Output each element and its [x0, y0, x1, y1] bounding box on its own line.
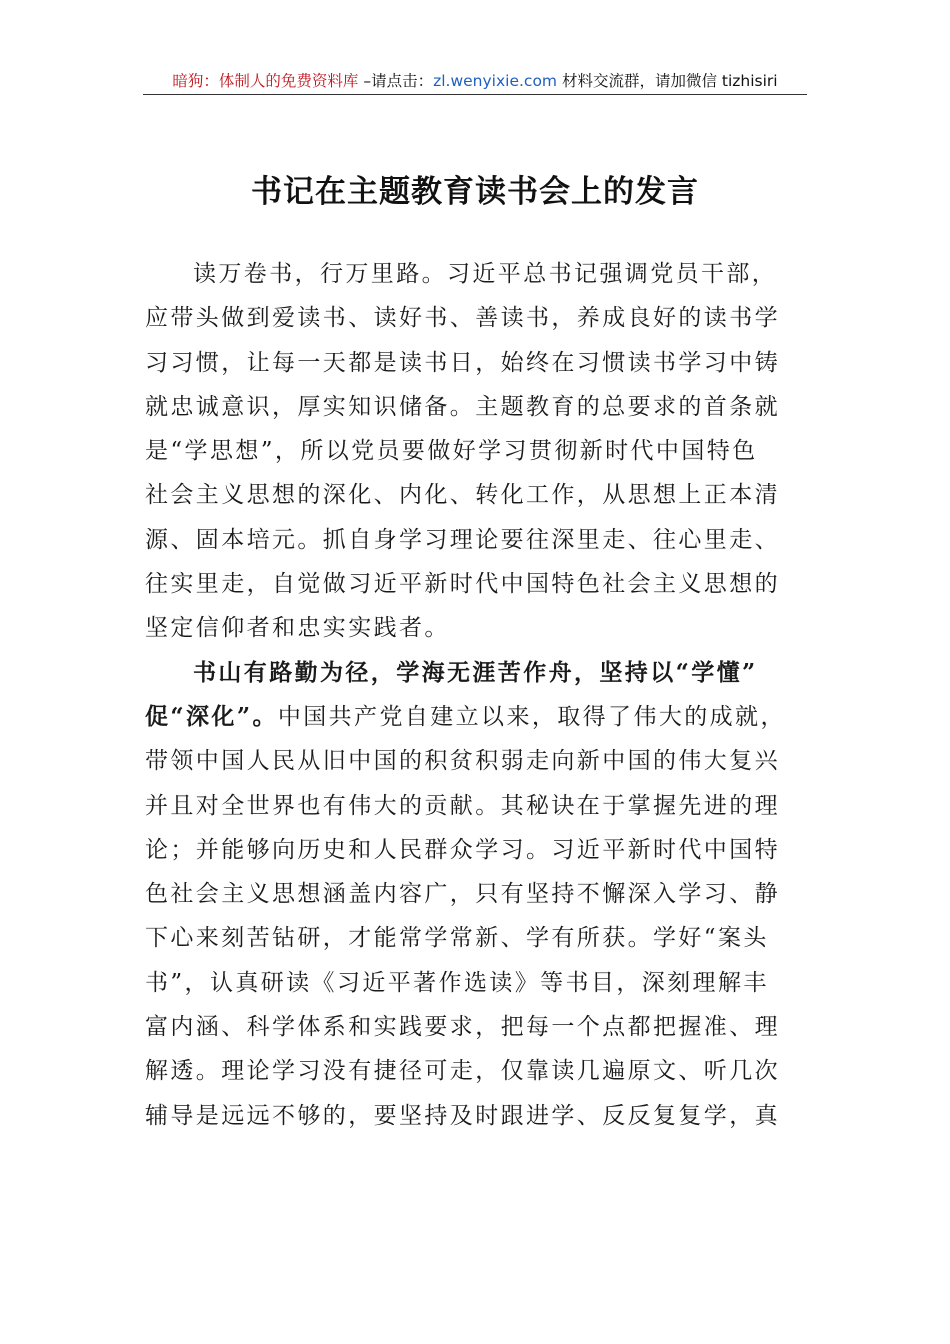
section-heading-tail: 促“深化”。 [145, 702, 278, 730]
header-prompt: –请点击： [358, 72, 434, 90]
header-url-link[interactable]: zl.wenyixie.com [433, 72, 558, 90]
paragraph-line: 往实里走，自觉做习近平新时代中国特色社会主义思想的 [145, 571, 780, 598]
paragraph-line: 色社会主义思想涵盖内容广，只有坚持不懈深入学习、静 [145, 881, 780, 908]
section-heading-line: 书山有路勤为径，学海无涯苦作舟，坚持以“学懂” [193, 658, 758, 686]
paragraph-line: 书”，认真研读《习近平著作选读》等书目，深刻理解丰 [145, 969, 769, 996]
paragraph-line [145, 695, 809, 739]
paragraph-line: 应带头做到爱读书、读好书、善读书，养成良好的读书学 [145, 305, 780, 332]
paragraph-line: 下心来刻苦钻研，才能常学常新、学有所获。学好“案头 [145, 925, 769, 952]
document-title: 书记在主题教育读书会上的发言 [251, 174, 699, 210]
paragraph-line: 是“学思想”，所以党员要做好学习贯彻新时代中国特色 [145, 438, 758, 465]
paragraph-line: 读万卷书，行万里路。习近平总书记强调党员干部， [193, 261, 778, 287]
document-body [145, 252, 809, 1138]
header-contact: 材料交流群，请加微信 tizhisiri [557, 72, 778, 90]
paragraph-line: 坚定信仰者和忠实实践者。 [145, 615, 450, 642]
paragraph-line: 社会主义思想的深化、内化、转化工作，从思想上正本清 [145, 482, 780, 509]
paragraph-line: 源、固本培元。抓自身学习理论要往深里走、往心里走、 [145, 526, 780, 553]
paragraph-line: 就忠诚意识，厚实知识储备。主题教育的总要求的首条就 [145, 393, 780, 420]
paragraph-1 [145, 252, 809, 651]
paragraph-line-rest: 中国共产党自建立以来，取得了伟大的成就， [277, 703, 786, 730]
paragraph-2 [145, 651, 809, 1138]
header-brand: 暗狗：体制人的免费资料库 [172, 72, 359, 90]
paragraph-line: 并且对全世界也有伟大的贡献。其秘诀在于掌握先进的理 [145, 792, 780, 819]
paragraph-line: 解透。理论学习没有捷径可走，仅靠读几遍原文、听几次 [145, 1058, 780, 1085]
paragraph-line: 富内涵、科学体系和实践要求，把每一个点都把握准、理 [145, 1014, 780, 1041]
page-header [143, 70, 807, 95]
paragraph-line: 论；并能够向历史和人民群众学习。习近平新时代中国特 [145, 836, 780, 863]
paragraph-line: 带领中国人民从旧中国的积贫积弱走向新中国的伟大复兴 [145, 748, 780, 775]
paragraph-line: 辅导是远远不够的，要坚持及时跟进学、反反复复学，真 [145, 1102, 780, 1129]
paragraph-line: 习习惯，让每一天都是读书日，始终在习惯读书学习中铸 [145, 349, 780, 376]
